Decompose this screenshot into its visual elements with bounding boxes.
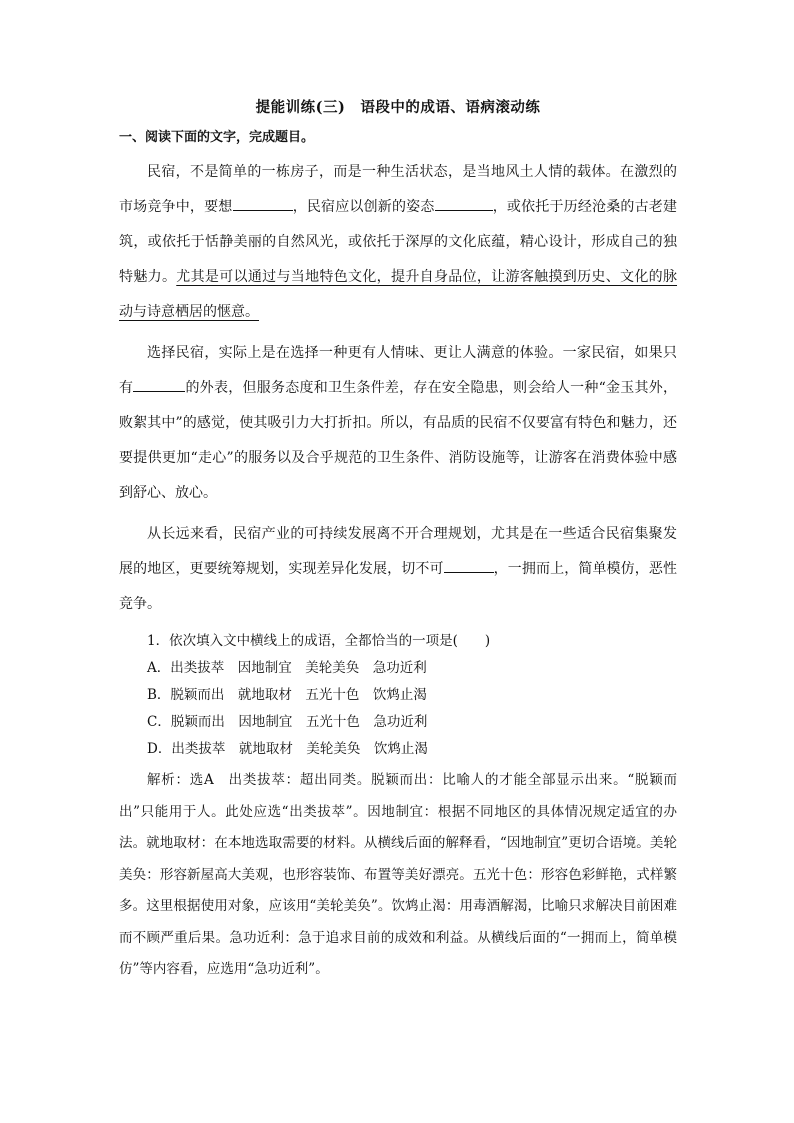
option-b: B．脱颖而出 就地取材 五光十色 饮鸩止渴 [147,687,427,703]
p2-text-b: 的外表，但服务态度和卫生条件差，存在安全隐患，则会给人一种“金玉其外，败絮其中”的感觉，使其吸引力大打折扣。所以，有品质的民宿不仅要富有特色和魅力，还要提供更加“走心”的服务以及合乎规范的卫生条件、消防设施等，让游客在消费体验中感到舒心、放心。 [119,380,678,501]
p1-text-b: ，民宿应以创新的姿态 [292,199,435,215]
fill-blank-4 [444,556,494,573]
p2-text-a: 选择民宿，实际上是在选择一种更有人情味、更让人满意的体验。一家民宿，如果只有 [119,345,677,396]
p1-text-a: 民宿，不是简单的一栋房子，而是一种生活状态，是当地风土人情的载体。在激烈的市场竞争中，要想 [119,164,677,215]
passage-paragraph-1 [119,155,677,330]
p3-text-b: ，一拥而上，简单模仿，恶性竞争。 [119,561,678,612]
page-title: 提能训练(三) 语段中的成语、语病滚动练 [255,99,541,116]
answer-analysis: 解析：选A 出类拔萃：超出同类。脱颖而出：比喻人的才能全部显示出来。“脱颖而出”只能用于人。此处应选“出类拔萃”。因地制宜：根据不同地区的具体情况规定适宜的办法。就地取材：在本地选取需要的材料。从横线后面的解释看，“因地制宜”更切合语境。美轮美奂：形容新屋高大美观，也形容装饰、布置等美好漂亮。五光十色：形容色彩鲜艳，式样繁多。这里根据使用对象，应该用“美轮美奂”。饮鸩止渴：用毒酒解渴，比喻只求解决目前困难而不顾严重后果。急功近利：急于追求目前的成效和利益。从横线后面的“一拥而上，简单模仿”等内容看，应选用“急功近利”。 [119,772,677,977]
fill-blank-1 [233,194,293,211]
p3-text-a: 从长远来看，民宿产业的可持续发展离不开合理规划，尤其是在一些适合民宿集聚发展的地区，更要统筹规划，实现差异化发展，切不可 [119,526,677,577]
p1-text-c: ，或依托于历经沧桑的古老建筑，或依托于恬静美丽的自然风光，或依托于深厚的文化底蕴，精心设计，形成自己的独特魅力。 [119,199,677,285]
fill-blank-2 [435,194,493,211]
document-page [119,96,677,986]
fill-blank-3 [133,375,185,392]
option-c: C．脱颖而出 因地制宜 五光十色 急功近利 [147,714,428,730]
passage-paragraph-2 [119,336,677,511]
underlined-sentence: 尤其是可以通过与当地特色文化，提升自身品位，让游客触摸到历史、文化的脉动与诗意栖居的惬意。 [119,269,678,320]
option-a: A．出类拔萃 因地制宜 美轮美奂 急功近利 [147,660,427,676]
option-d: D．出类拔萃 就地取材 美轮美奂 饮鸩止渴 [147,741,428,757]
passage-paragraph-3 [119,517,677,622]
section-heading: 一、阅读下面的文字，完成题目。 [119,130,315,145]
question-stem: 1．依次填入文中横线上的成语，全都恰当的一项是( ) [147,633,491,649]
